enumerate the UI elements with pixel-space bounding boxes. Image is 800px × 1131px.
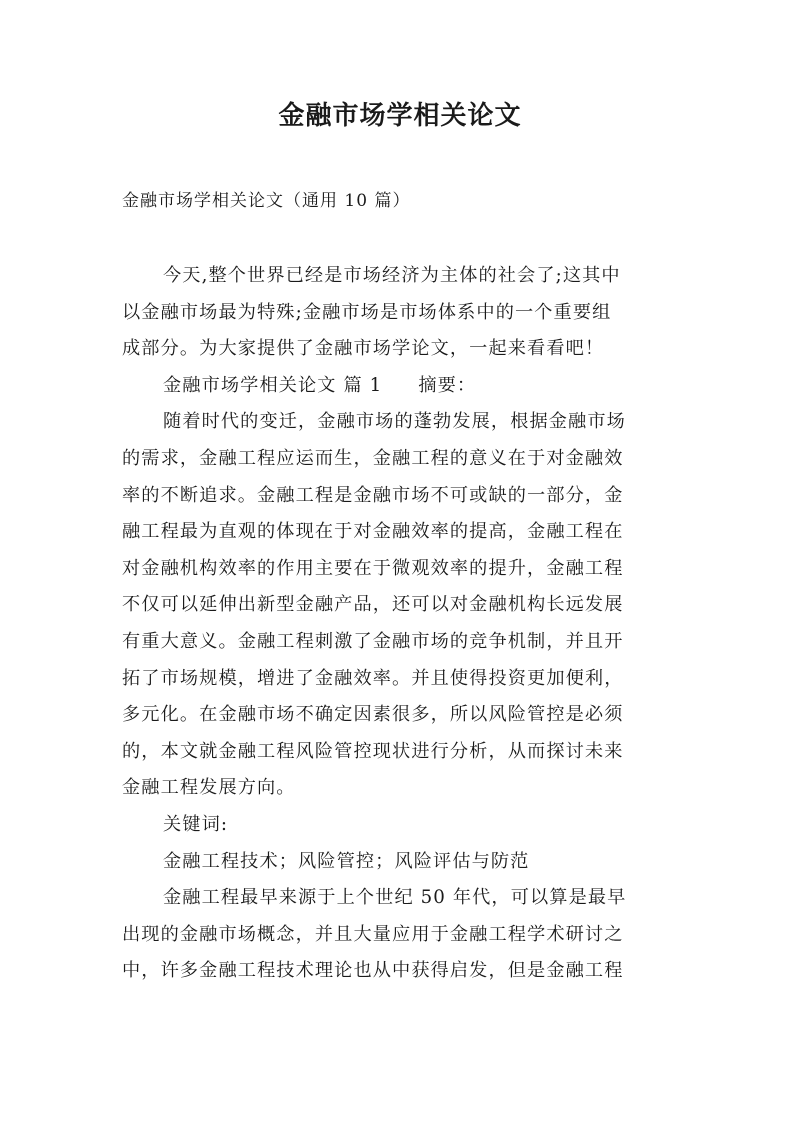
body-line: 金融工程最早来源于上个世纪 50 年代，可以算是最早 <box>163 887 627 909</box>
abstract-line: 金融工程发展方向。 <box>122 777 296 799</box>
abstract-line: 随着时代的变迁，金融市场的蓬勃发展，根据金融市场 <box>163 411 626 433</box>
document-title: 金融市场学相关论文 <box>278 101 522 131</box>
document-body <box>122 258 687 990</box>
abstract-line: 融工程最为直观的体现在于对金融效率的提高，金融工程在 <box>122 521 624 543</box>
keywords-label: 关键词: <box>163 813 229 835</box>
abstract-line: 不仅可以延伸出新型金融产品，还可以对金融机构长远发展 <box>122 594 624 616</box>
abstract-line: 对金融机构效率的作用主要在于微观效率的提升，金融工程 <box>122 557 624 579</box>
abstract-line: 有重大意义。金融工程刺激了金融市场的竞争机制，并且开 <box>122 630 624 652</box>
section-heading: 金融市场学相关论文 篇 1 <box>163 374 383 396</box>
abstract-line: 的需求，金融工程应运而生，金融工程的意义在于对金融效 <box>122 447 624 469</box>
abstract-line: 的，本文就金融工程风险管控现状进行分析，从而探讨未来 <box>122 740 624 762</box>
abstract-line: 多元化。在金融市场不确定因素很多，所以风险管控是必须 <box>122 704 624 726</box>
document-subtitle: 金融市场学相关论文（通用 10 篇） <box>122 191 411 211</box>
abstract-label: 摘要： <box>418 374 477 396</box>
abstract-line: 拓了市场规模，增进了金融效率。并且使得投资更加便利， <box>122 667 624 689</box>
body-line: 出现的金融市场概念，并且大量应用于金融工程学术研讨之 <box>122 923 624 945</box>
intro-line: 今天,整个世界已经是市场经济为主体的社会了;这其中 <box>163 265 621 286</box>
section-heading-line <box>122 368 687 405</box>
keywords-list: 金融工程技术；风险管控；风险评估与防范 <box>163 850 530 872</box>
intro-line: 以金融市场最为特殊;金融市场是市场体系中的一个重要组 <box>122 301 612 323</box>
intro-line: 成部分。为大家提供了金融市场学论文，一起来看看吧！ <box>122 338 605 360</box>
abstract-line: 率的不断追求。金融工程是金融市场不可或缺的一部分，金 <box>122 484 624 506</box>
body-line: 中，许多金融工程技术理论也从中获得启发，但是金融工程 <box>122 960 624 982</box>
